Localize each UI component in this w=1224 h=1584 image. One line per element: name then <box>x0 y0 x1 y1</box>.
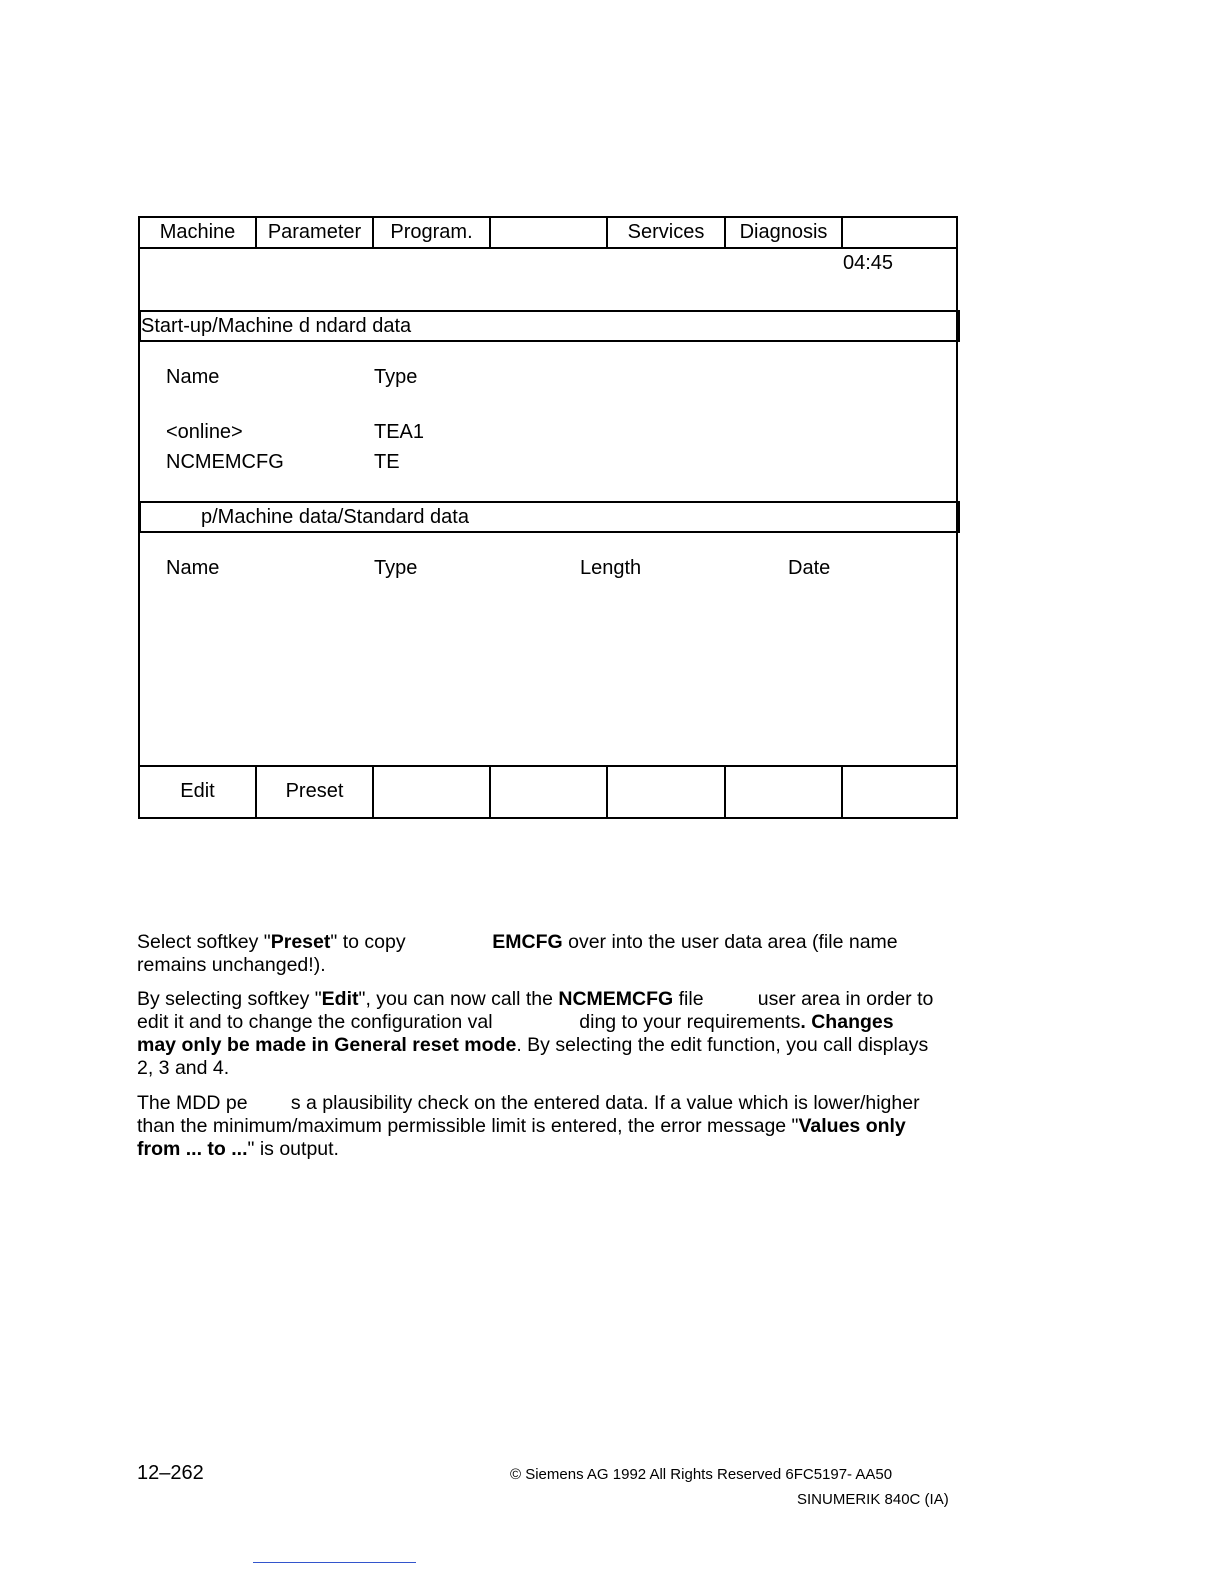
menu-parameter[interactable]: Parameter <box>257 218 374 247</box>
softkey-7[interactable] <box>843 767 958 819</box>
paragraph-plausibility <box>137 1092 937 1161</box>
footer-product: SINUMERIK 840C (IA) <box>797 1491 949 1508</box>
softkey-6[interactable] <box>726 767 843 819</box>
list-item-name[interactable]: NCMEMCFG <box>166 451 284 473</box>
menu-machine[interactable]: Machine <box>140 218 257 247</box>
hyperlink-underline <box>253 1562 416 1563</box>
text-run: The MDD pe s a plausibility check on the entered data. If a value which is lower/higher than the minimum/maximum permissible limit is entered, the error message " <box>137 1092 925 1137</box>
text-run: " to copy <box>330 931 493 953</box>
text-run: Select softkey " <box>137 931 271 953</box>
list-item-name[interactable]: <online> <box>166 421 243 443</box>
section1-title: Start-up/Machine d ndard data <box>139 310 960 342</box>
menu-bar <box>140 218 956 249</box>
paragraph-preset <box>137 931 937 977</box>
text-run: file user area in order to edit it and to change the configuration val ding to your requirements <box>137 988 939 1033</box>
softkey-5[interactable] <box>608 767 726 819</box>
text-run-bold: Edit <box>321 988 359 1010</box>
menu-empty-4[interactable] <box>491 218 608 247</box>
list-item-type: TEA1 <box>374 421 425 443</box>
menu-program[interactable]: Program. <box>374 218 491 247</box>
softkey-preset[interactable]: Preset <box>257 767 374 819</box>
footer-copyright: © Siemens AG 1992 All Rights Reserved 6FC5197- AA50 <box>510 1466 893 1483</box>
section2-header-name: Name <box>166 557 220 579</box>
menu-services[interactable]: Services <box>608 218 726 247</box>
page-number: 12–262 <box>137 1462 204 1484</box>
mdd-screen <box>138 216 958 819</box>
softkey-4[interactable] <box>491 767 608 819</box>
section2-header-type: Type <box>374 557 418 579</box>
section1-header-name: Name <box>166 366 220 388</box>
text-run-bold: Values only from ... to ... <box>137 1115 906 1160</box>
text-run-bold: Preset <box>270 931 331 953</box>
text-run: ", you can now call the <box>358 988 559 1010</box>
text-run-bold: NCMEMCFG <box>558 988 674 1010</box>
list-item-type: TE <box>374 451 400 473</box>
text-run: over into the user data area (file name remains unchanged!). <box>137 931 898 976</box>
text-run: . By selecting the edit function, you call displays 2, 3 and 4. <box>137 1034 929 1079</box>
clock-readout: 04:45 <box>843 252 894 274</box>
section2-header-date: Date <box>788 557 831 579</box>
softkey-edit[interactable]: Edit <box>140 767 257 819</box>
text-run-bold: EMCFG <box>492 931 563 953</box>
text-run-bold: . Changes may only be made in General reset mode <box>137 1011 894 1056</box>
section2-title: p/Machine data/Standard data <box>139 501 960 533</box>
paragraph-edit <box>137 988 937 1080</box>
softkey-bar <box>140 765 956 819</box>
text-run: By selecting softkey " <box>137 988 322 1010</box>
section2-header-length: Length <box>580 557 642 579</box>
section1-header-type: Type <box>374 366 418 388</box>
text-run: " is output. <box>247 1138 339 1160</box>
menu-diagnosis[interactable]: Diagnosis <box>726 218 843 247</box>
softkey-3[interactable] <box>374 767 491 819</box>
menu-empty-7[interactable] <box>843 218 958 247</box>
